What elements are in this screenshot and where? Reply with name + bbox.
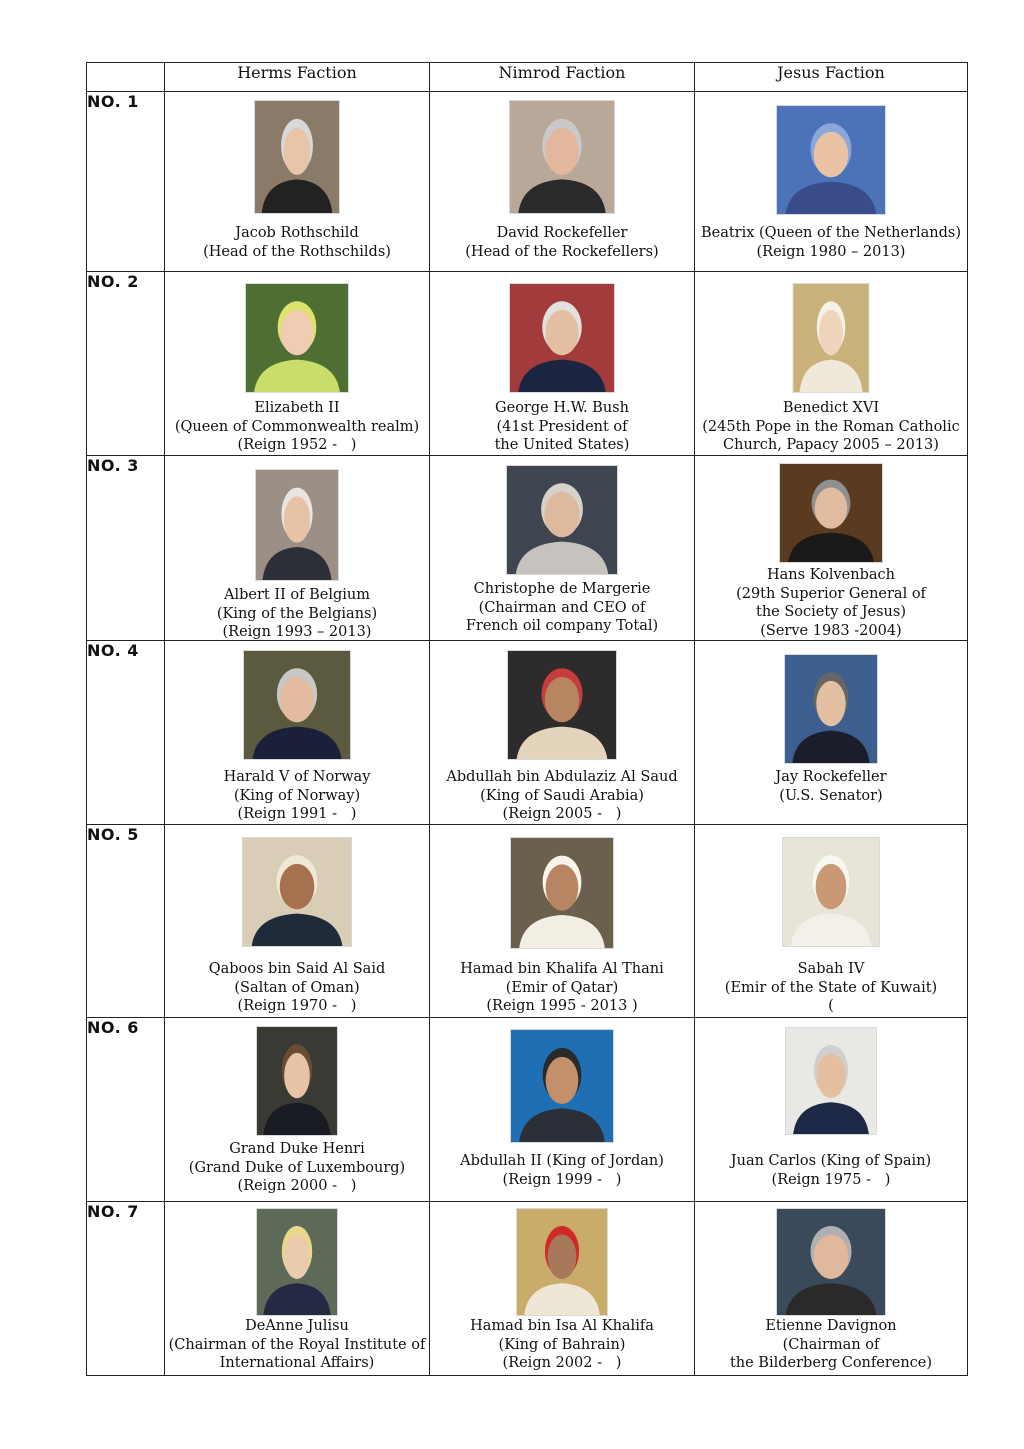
person-description: (King of Norway) bbox=[233, 787, 361, 804]
person-name: Benedict XVI bbox=[782, 400, 880, 416]
person-cell bbox=[695, 1202, 968, 1376]
rank-label: NO. 3 bbox=[87, 456, 165, 641]
portrait-photo bbox=[517, 1209, 607, 1315]
person-description: ( bbox=[828, 998, 834, 1014]
photo-face bbox=[280, 677, 314, 722]
person-cell-content bbox=[695, 92, 967, 271]
person-description: the United States) bbox=[494, 437, 630, 453]
photo-face bbox=[814, 132, 849, 177]
person-name: Qaboos bin Said Al Said bbox=[208, 961, 386, 977]
photo-face bbox=[280, 864, 315, 909]
portrait-photo bbox=[511, 1030, 613, 1142]
photo-face bbox=[284, 1053, 310, 1098]
table-row bbox=[87, 272, 968, 456]
rank-label: NO. 7 bbox=[87, 1202, 165, 1376]
person-caption bbox=[165, 399, 429, 455]
person-caption bbox=[695, 960, 967, 1016]
person-name: Hamad bin Khalifa Al Thani bbox=[460, 961, 664, 977]
person-caption bbox=[430, 580, 694, 636]
person-description: (King of the Belgians) bbox=[216, 605, 378, 622]
person-description: (Reign 1995 - 2013 ) bbox=[486, 998, 638, 1014]
portrait-photo bbox=[780, 464, 882, 562]
person-name: Sabah IV bbox=[797, 961, 865, 977]
person-caption bbox=[695, 1152, 967, 1189]
photo-face bbox=[816, 864, 847, 909]
table-row bbox=[87, 92, 968, 272]
factions-table bbox=[86, 62, 968, 1376]
photo-face bbox=[284, 128, 311, 175]
person-description: (Emir of the State of Kuwait) bbox=[724, 979, 938, 996]
portrait-graphic bbox=[511, 1030, 613, 1142]
person-caption bbox=[695, 566, 967, 640]
portrait-graphic bbox=[244, 651, 350, 759]
person-name: Elizabeth II bbox=[254, 400, 340, 416]
person-caption bbox=[165, 1140, 429, 1196]
person-cell bbox=[165, 1202, 430, 1376]
photo-face bbox=[284, 496, 310, 542]
person-cell-content bbox=[695, 825, 967, 1017]
person-cell bbox=[165, 456, 430, 641]
photo-face bbox=[814, 1234, 849, 1279]
portrait-photo bbox=[508, 651, 616, 759]
photo-face bbox=[819, 310, 843, 355]
person-cell-content bbox=[165, 1018, 429, 1201]
person-cell bbox=[165, 92, 430, 272]
portrait-graphic bbox=[511, 838, 613, 948]
person-caption bbox=[695, 399, 967, 455]
portrait-photo bbox=[785, 655, 877, 763]
person-cell bbox=[165, 825, 430, 1018]
table-row bbox=[87, 641, 968, 825]
table-row bbox=[87, 1202, 968, 1376]
table-row bbox=[87, 456, 968, 641]
person-name: Beatrix (Queen of the Netherlands) bbox=[700, 225, 962, 241]
person-name: Jay Rockefeller bbox=[775, 769, 887, 785]
person-caption bbox=[430, 768, 694, 824]
portrait-graphic bbox=[257, 1209, 337, 1315]
rank-label: NO. 1 bbox=[87, 92, 165, 272]
rank-label: NO. 5 bbox=[87, 825, 165, 1018]
portrait-graphic bbox=[255, 101, 339, 213]
photo-face bbox=[545, 128, 578, 175]
person-description: (Chairman of bbox=[782, 1336, 880, 1353]
portrait-photo bbox=[777, 106, 885, 214]
person-description: (King of Saudi Arabia) bbox=[480, 787, 644, 804]
person-name: Juan Carlos (King of Spain) bbox=[730, 1153, 932, 1169]
person-cell bbox=[695, 825, 968, 1018]
photo-face bbox=[545, 677, 580, 722]
portrait-photo bbox=[777, 1209, 885, 1315]
header-jesus-faction: Jesus Faction bbox=[695, 63, 968, 92]
person-description: (Queen of Commonwealth realm) bbox=[174, 418, 420, 435]
person-name: Etienne Davignon bbox=[765, 1318, 897, 1334]
person-caption bbox=[165, 768, 429, 824]
corner-cell bbox=[87, 63, 165, 92]
person-caption bbox=[430, 960, 694, 1016]
person-cell bbox=[430, 456, 695, 641]
person-cell bbox=[695, 641, 968, 825]
person-cell bbox=[695, 1018, 968, 1202]
portrait-graphic bbox=[786, 1028, 876, 1134]
person-cell bbox=[165, 1018, 430, 1202]
person-cell bbox=[430, 1202, 695, 1376]
person-cell-content bbox=[695, 272, 967, 455]
portrait-photo bbox=[243, 838, 351, 946]
portrait-graphic bbox=[510, 284, 614, 392]
person-caption bbox=[165, 586, 429, 642]
person-name: Jacob Rothschild bbox=[235, 225, 359, 241]
person-cell bbox=[430, 92, 695, 272]
portrait-graphic bbox=[507, 466, 617, 574]
portrait-graphic bbox=[794, 284, 869, 392]
person-description: (Reign 1993 – 2013) bbox=[222, 624, 372, 640]
person-cell-content bbox=[165, 1202, 429, 1375]
portrait-photo bbox=[255, 101, 339, 213]
person-cell-content bbox=[695, 456, 967, 640]
person-description: (Head of the Rockefellers) bbox=[465, 243, 659, 260]
person-cell-content bbox=[165, 456, 429, 640]
header-row bbox=[87, 63, 968, 92]
person-caption bbox=[695, 1317, 967, 1373]
person-caption bbox=[165, 224, 429, 261]
person-description: (Saltan of Oman) bbox=[234, 979, 360, 996]
person-description: (Reign 1970 - ) bbox=[237, 998, 357, 1014]
portrait-graphic bbox=[256, 470, 338, 580]
person-cell bbox=[695, 456, 968, 641]
person-caption bbox=[430, 399, 694, 455]
person-description: (Reign 1952 - ) bbox=[237, 437, 357, 453]
portrait-photo bbox=[257, 1027, 337, 1135]
person-cell-content bbox=[165, 272, 429, 455]
person-description: (Reign 2000 - ) bbox=[237, 1178, 357, 1194]
person-name: George H.W. Bush bbox=[495, 400, 629, 416]
person-description: French oil company Total) bbox=[465, 618, 659, 634]
person-caption bbox=[695, 224, 967, 261]
person-cell-content bbox=[430, 1202, 694, 1375]
person-cell-content bbox=[430, 825, 694, 1017]
person-cell-content bbox=[695, 1018, 967, 1201]
person-name: Albert II of Belgium bbox=[224, 587, 370, 603]
person-cell bbox=[695, 272, 968, 456]
person-cell bbox=[430, 825, 695, 1018]
person-description: (29th Superior General of bbox=[736, 585, 926, 602]
rank-label: NO. 4 bbox=[87, 641, 165, 825]
portrait-graphic bbox=[783, 838, 879, 946]
portrait-graphic bbox=[510, 101, 614, 213]
portrait-graphic bbox=[243, 838, 351, 946]
rank-label: NO. 6 bbox=[87, 1018, 165, 1202]
header-nimrod-faction: Nimrod Faction bbox=[430, 63, 695, 92]
person-description: (Reign 2002 - ) bbox=[502, 1355, 622, 1371]
person-cell bbox=[430, 272, 695, 456]
portrait-photo bbox=[244, 651, 350, 759]
person-description: (Emir of Qatar) bbox=[505, 979, 619, 996]
person-name: Harald V of Norway bbox=[223, 769, 371, 785]
portrait-photo bbox=[794, 284, 869, 392]
portrait-graphic bbox=[780, 464, 882, 562]
photo-face bbox=[546, 864, 579, 910]
person-name: Hamad bin Isa Al Khalifa bbox=[470, 1318, 654, 1334]
person-description: (Reign 1975 - ) bbox=[771, 1171, 891, 1188]
person-description: (Reign 1991 - ) bbox=[237, 806, 357, 822]
person-name: David Rockefeller bbox=[496, 225, 628, 241]
portrait-photo bbox=[246, 284, 348, 392]
header-herms-faction: Herms Faction bbox=[165, 63, 430, 92]
portrait-photo bbox=[786, 1028, 876, 1134]
portrait-photo bbox=[510, 284, 614, 392]
photo-face bbox=[816, 681, 845, 726]
person-cell bbox=[430, 1018, 695, 1202]
person-cell-content bbox=[430, 1018, 694, 1201]
person-cell bbox=[695, 92, 968, 272]
portrait-graphic bbox=[785, 655, 877, 763]
person-caption bbox=[430, 224, 694, 261]
person-name: Christophe de Margerie bbox=[473, 581, 651, 597]
person-name: Abdullah bin Abdulaziz Al Saud bbox=[446, 769, 678, 785]
portrait-graphic bbox=[777, 106, 885, 214]
portrait-graphic bbox=[508, 651, 616, 759]
photo-face bbox=[817, 1053, 846, 1098]
person-description: Church, Papacy 2005 – 2013) bbox=[723, 437, 939, 453]
person-description: (U.S. Senator) bbox=[779, 787, 883, 804]
person-description: (Grand Duke of Luxembourg) bbox=[188, 1159, 406, 1176]
person-cell bbox=[165, 641, 430, 825]
photo-face bbox=[546, 1057, 579, 1104]
person-cell-content bbox=[430, 92, 694, 271]
table-row bbox=[87, 825, 968, 1018]
person-description: (King of Bahrain) bbox=[498, 1336, 626, 1353]
person-cell-content bbox=[430, 272, 694, 455]
person-description: (Reign 1999 - ) bbox=[502, 1171, 622, 1188]
person-description: (Reign 1980 – 2013) bbox=[756, 243, 906, 260]
person-cell-content bbox=[430, 641, 694, 824]
photo-face bbox=[544, 492, 579, 537]
portrait-graphic bbox=[246, 284, 348, 392]
portrait-photo bbox=[256, 470, 338, 580]
person-description: the Society of Jesus) bbox=[756, 604, 906, 620]
person-cell-content bbox=[165, 92, 429, 271]
person-description: (Chairman and CEO of bbox=[478, 599, 646, 616]
person-name: DeAnne Julisu bbox=[245, 1318, 349, 1334]
person-caption bbox=[165, 960, 429, 1016]
photo-face bbox=[284, 1234, 310, 1279]
portrait-graphic bbox=[517, 1209, 607, 1315]
photo-face bbox=[545, 310, 578, 355]
person-description: (Head of the Rothschilds) bbox=[203, 243, 391, 260]
person-caption bbox=[430, 1317, 694, 1373]
photo-face bbox=[281, 310, 314, 355]
table-body bbox=[87, 63, 968, 1376]
person-cell-content bbox=[165, 825, 429, 1017]
photo-face bbox=[815, 488, 848, 529]
person-description: (Serve 1983 -2004) bbox=[760, 622, 902, 639]
portrait-photo bbox=[511, 838, 613, 948]
rank-label: NO. 2 bbox=[87, 272, 165, 456]
person-cell bbox=[430, 641, 695, 825]
person-cell-content bbox=[165, 641, 429, 824]
person-description: (Reign 2005 - ) bbox=[502, 806, 622, 822]
table-row bbox=[87, 1018, 968, 1202]
photo-face bbox=[548, 1234, 577, 1279]
portrait-photo bbox=[257, 1209, 337, 1315]
person-description: the Bilderberg Conference) bbox=[729, 1355, 933, 1371]
person-caption bbox=[165, 1317, 429, 1373]
portrait-photo bbox=[507, 466, 617, 574]
person-description: (Chairman of the Royal Institute of bbox=[168, 1336, 426, 1353]
person-cell bbox=[165, 272, 430, 456]
person-cell-content bbox=[430, 456, 694, 640]
person-name: Grand Duke Henri bbox=[229, 1141, 365, 1157]
person-caption bbox=[430, 1152, 694, 1189]
person-description: International Affairs) bbox=[219, 1355, 375, 1371]
person-cell-content bbox=[695, 1202, 967, 1375]
portrait-graphic bbox=[257, 1027, 337, 1135]
portrait-photo bbox=[510, 101, 614, 213]
person-name: Hans Kolvenbach bbox=[767, 567, 895, 583]
portrait-graphic bbox=[777, 1209, 885, 1315]
person-description: (245th Pope in the Roman Catholic bbox=[702, 418, 960, 435]
portrait-photo bbox=[783, 838, 879, 946]
person-caption bbox=[695, 768, 967, 805]
person-description: (41st President of bbox=[496, 418, 628, 435]
person-name: Abdullah II (King of Jordan) bbox=[460, 1153, 664, 1169]
person-cell-content bbox=[695, 641, 967, 824]
